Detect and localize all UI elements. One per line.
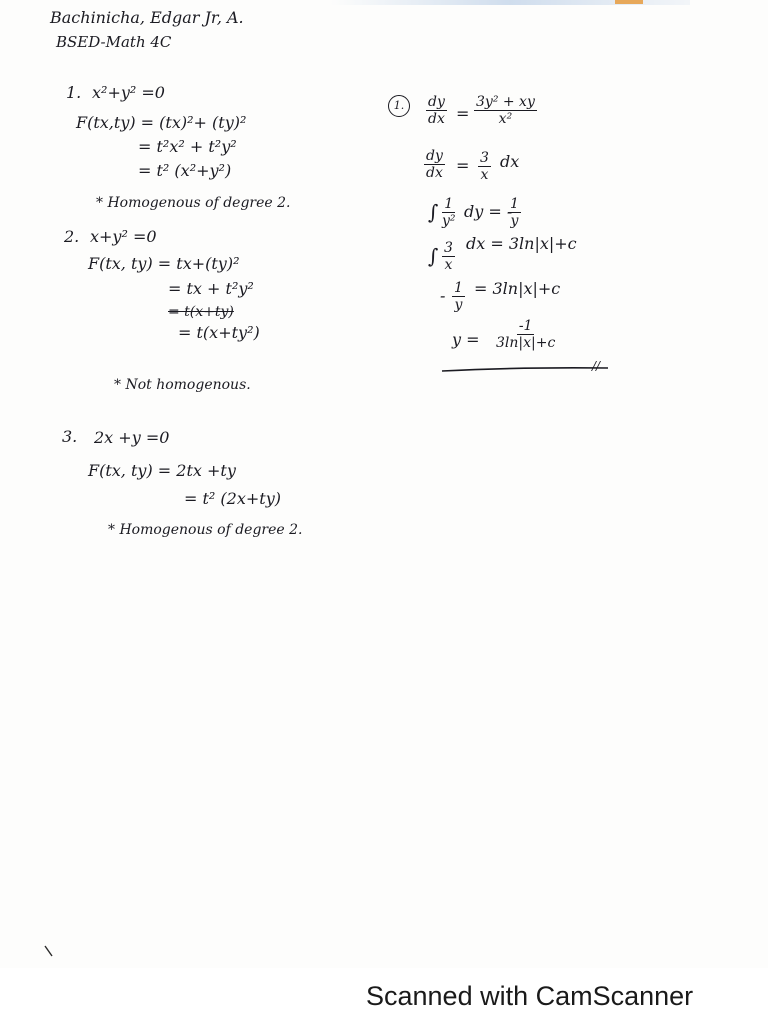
right-line-5-tail: = 3ln|x|+c (474, 279, 561, 298)
answer-underline (440, 366, 610, 372)
right-line-4-f-num: 3 (444, 240, 453, 256)
stray-mark (42, 944, 56, 960)
right-line-3-integral: ∫ (428, 200, 439, 224)
problem-1-note: * Homogenous of degree 2. (96, 195, 291, 211)
student-section: BSED-Math 4C (56, 33, 172, 51)
right-line-2-lhs-den: dx (426, 165, 443, 181)
right-problem-number: 1. (388, 95, 410, 117)
problem-1-label: 1. (66, 83, 82, 102)
right-line-3-result (508, 196, 521, 229)
right-line-4-integral: ∫ (428, 244, 439, 268)
right-line-5-f-den: y (454, 297, 463, 313)
right-line-2-tail: dx (500, 152, 520, 171)
right-line-2-equals: = (456, 156, 470, 175)
right-line-1-lhs-num: dy (428, 94, 445, 110)
problem-3-step-2: = t² (2x+ty) (184, 489, 281, 508)
problem-1-equation: x²+y² =0 (92, 83, 165, 102)
right-line-6-prefix: y = (452, 330, 480, 349)
problem-2-note: * Not homogenous. (114, 377, 251, 393)
problem-2-step-2: = tx + t²y² (168, 279, 254, 298)
right-line-4-fraction (442, 240, 455, 273)
right-line-1-rhs-num: 3y² + xy (476, 94, 535, 110)
end-mark: // (592, 359, 601, 373)
student-name: Bachinicha, Edgar Jr, A. (50, 8, 244, 27)
problem-3-label: 3. (62, 427, 78, 446)
right-line-2-rhs-num: 3 (480, 150, 489, 166)
problem-3-equation: 2x +y =0 (94, 428, 170, 447)
problem-2-label: 2. (64, 227, 80, 246)
right-line-3-fraction (440, 196, 458, 229)
right-line-2-lhs (424, 148, 445, 181)
right-line-5-fraction (452, 280, 465, 313)
page-top-edge-accent (615, 0, 643, 4)
problem-2-step-1: F(tx, ty) = tx+(ty)² (88, 254, 240, 273)
problem-2-step-3: = t(x+ty²) (178, 323, 260, 342)
camscanner-watermark: Scanned with CamScanner (366, 981, 694, 1011)
right-line-4-f-den: x (444, 257, 453, 273)
right-line-5-prefix: - (440, 286, 446, 305)
right-line-3-f-den: y² (442, 213, 456, 229)
problem-3-note: * Homogenous of degree 2. (108, 522, 303, 538)
problem-3-step-1: F(tx, ty) = 2tx +ty (88, 461, 236, 480)
right-line-1-rhs (474, 94, 537, 127)
right-line-6-result (494, 318, 557, 351)
right-line-3-r-den: y (510, 213, 519, 229)
right-line-3-r-num: 1 (510, 196, 519, 212)
right-line-2-rhs (478, 150, 491, 183)
problem-2-equation: x+y² =0 (90, 227, 157, 246)
problem-1-step-2: = t²x² + t²y² (138, 137, 237, 156)
problem-2-struck-step: = t(x+ty) (168, 304, 234, 320)
right-line-4-tail: dx = 3ln|x|+c (466, 234, 577, 253)
problem-1-step-3: = t² (x²+y²) (138, 161, 232, 180)
right-line-1-lhs-den: dx (428, 111, 445, 127)
right-line-6-r-num: -1 (518, 318, 533, 334)
right-line-2-rhs-den: x (480, 167, 489, 183)
right-line-2-lhs-num: dy (426, 148, 443, 164)
right-line-1-equals: = (456, 104, 470, 123)
right-line-1-lhs (426, 94, 447, 127)
right-line-3-f-num: 1 (444, 196, 454, 212)
problem-1-step-1: F(tx,ty) = (tx)²+ (ty)² (76, 113, 247, 132)
right-line-5-f-num: 1 (454, 280, 463, 296)
right-line-3-middle: dy = - (464, 202, 513, 221)
right-line-1-rhs-den: x² (498, 111, 513, 127)
right-line-6-r-den: 3ln|x|+c (496, 335, 556, 351)
